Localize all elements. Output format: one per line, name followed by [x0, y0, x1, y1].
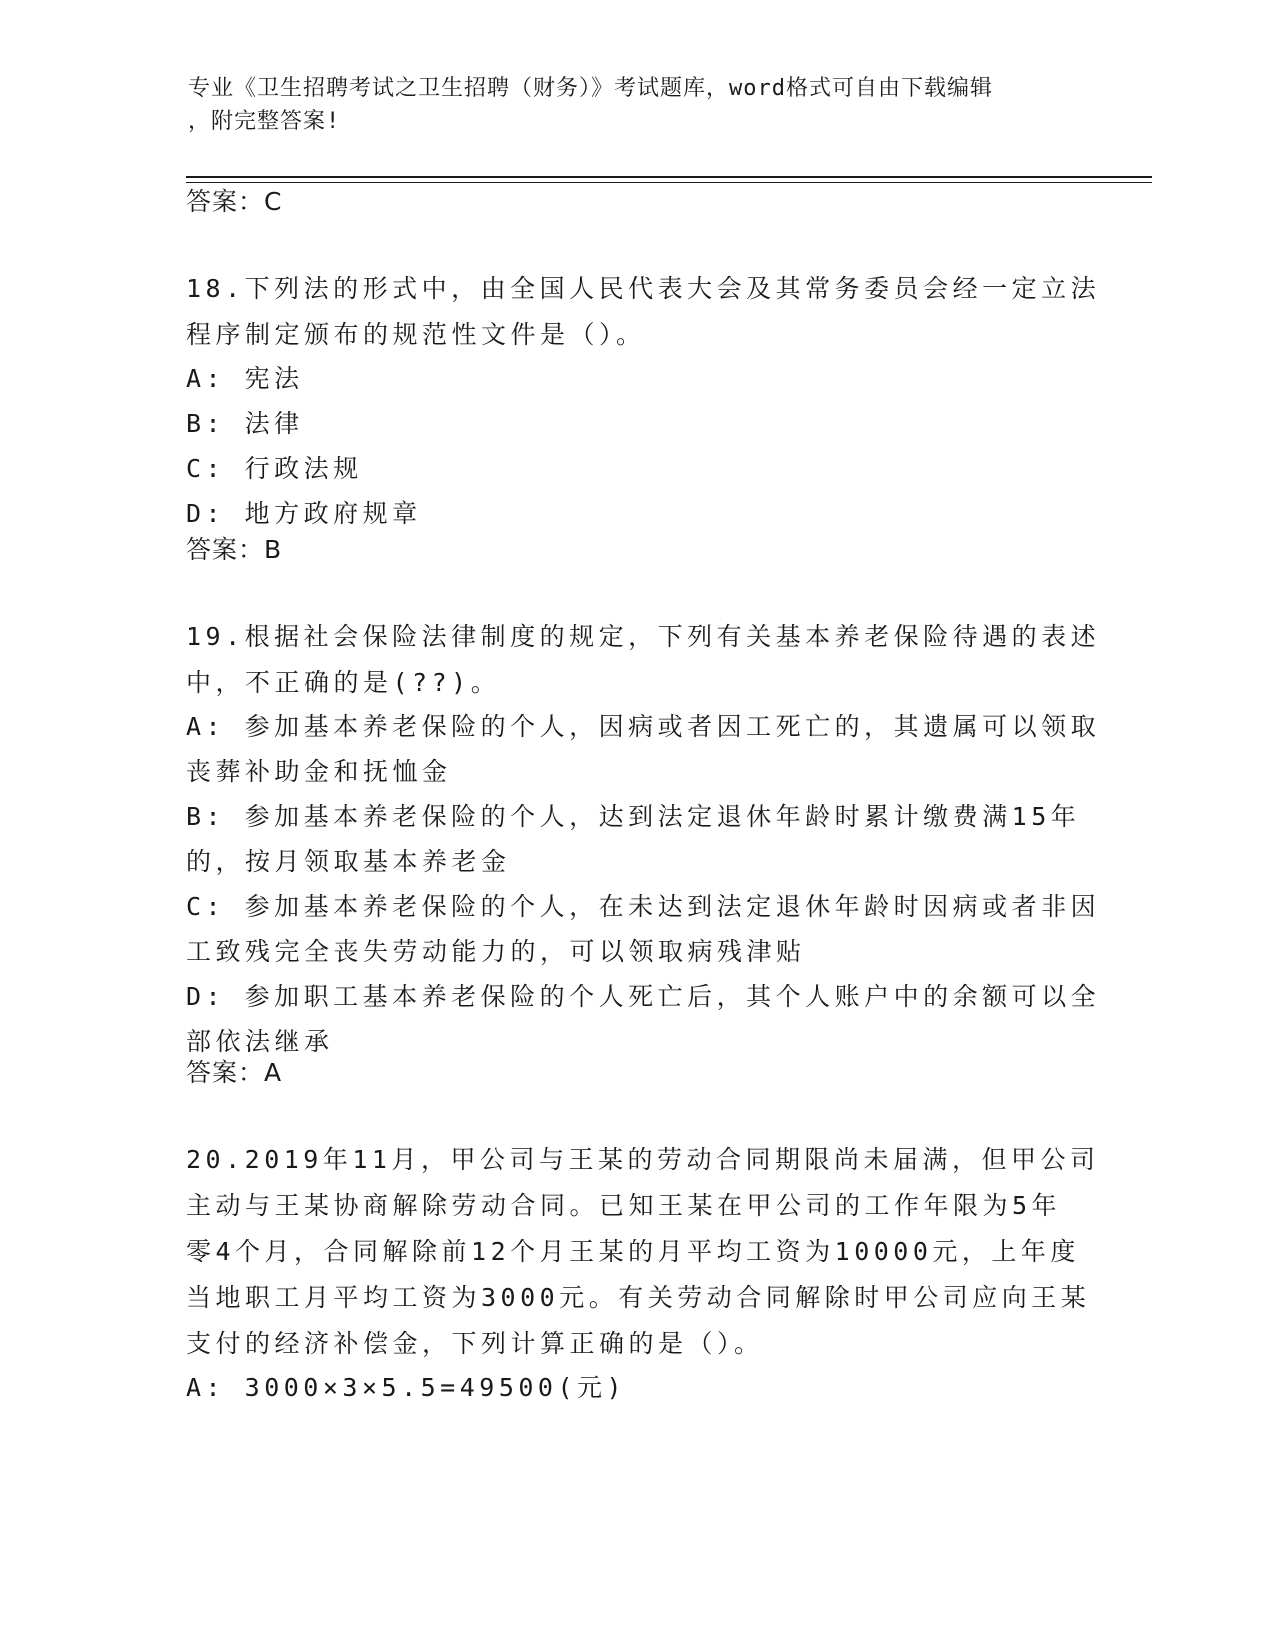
- answer-17: 答案：C: [186, 187, 283, 216]
- question-19-line-1: 19.根据社会保险法律制度的规定，下列有关基本养老保险待遇的表述: [186, 622, 1101, 651]
- question-20-line-3: 零4个月，合同解除前12个月王某的月平均工资为10000元，上年度: [186, 1237, 1080, 1266]
- question-20-text: [186, 1137, 1100, 1367]
- question-20-option-a: A: 3000×3×5.5=49500(元): [186, 1373, 627, 1402]
- document-header: [188, 72, 1068, 138]
- question-20: [186, 1137, 1100, 1410]
- question-18-option-b: B: 法律: [186, 409, 304, 438]
- question-19-option-d-line-2: 部依法继承: [186, 1027, 334, 1056]
- question-20-options: [186, 1365, 1086, 1410]
- question-19-options: [186, 704, 1101, 1064]
- question-18-option-d: D: 地方政府规章: [186, 499, 422, 528]
- question-18: [186, 266, 1101, 536]
- question-19: [186, 614, 1101, 1064]
- question-20-line-1: 20.2019年11月，甲公司与王某的劳动合同期限尚未届满，但甲公司: [186, 1145, 1100, 1174]
- question-19-option-c-line-2: 工致残完全丧失劳动能力的，可以领取病残津贴: [186, 937, 806, 966]
- question-18-options: [186, 356, 1086, 536]
- question-18-text: [186, 266, 1101, 358]
- question-19-option-b-line-1: B: 参加基本养老保险的个人，达到法定退休年龄时累计缴费满15年: [186, 802, 1081, 831]
- question-20-line-5: 支付的经济补偿金，下列计算正确的是（）。: [186, 1329, 764, 1358]
- header-line-2: ，附完整答案!: [188, 109, 341, 134]
- question-19-option-c-line-1: C: 参加基本养老保险的个人，在未达到法定退休年龄时因病或者非因: [186, 892, 1101, 921]
- question-20-line-4: 当地职工月平均工资为3000元。有关劳动合同解除时甲公司应向王某: [186, 1283, 1091, 1312]
- question-19-line-2: 中，不正确的是(??)。: [186, 668, 501, 697]
- question-19-option-d-line-1: D: 参加职工基本养老保险的个人死亡后，其个人账户中的余额可以全: [186, 982, 1101, 1011]
- question-18-line-1: 18.下列法的形式中，由全国人民代表大会及其常务委员会经一定立法: [186, 274, 1101, 303]
- answer-18: 答案：B: [186, 535, 283, 564]
- question-19-option-b-line-2: 的，按月领取基本养老金: [186, 847, 511, 876]
- question-19-text: [186, 614, 1101, 706]
- question-18-option-a: A: 宪法: [186, 364, 304, 393]
- question-20-line-2: 主动与王某协商解除劳动合同。已知王某在甲公司的工作年限为5年: [186, 1191, 1062, 1220]
- question-18-option-c: C: 行政法规: [186, 454, 363, 483]
- answer-19: 答案：A: [186, 1058, 283, 1087]
- question-19-option-a-line-2: 丧葬补助金和抚恤金: [186, 757, 452, 786]
- header-rule-thick: [186, 176, 1152, 178]
- question-19-option-a-line-1: A: 参加基本养老保险的个人，因病或者因工死亡的，其遗属可以领取: [186, 712, 1101, 741]
- header-line-1: 专业《卫生招聘考试之卫生招聘（财务）》考试题库，word格式可自由下载编辑: [188, 76, 993, 101]
- question-18-line-2: 程序制定颁布的规范性文件是（）。: [186, 320, 646, 349]
